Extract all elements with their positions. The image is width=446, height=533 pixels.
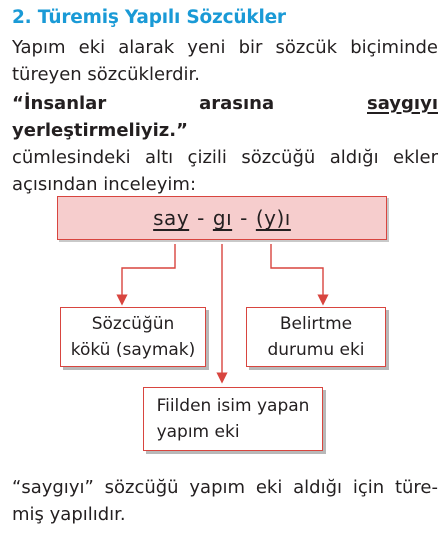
- derivational-box-line-2: yapım eki: [156, 422, 240, 442]
- quote-end: yerleştirmeliyiz.”: [12, 120, 188, 141]
- derivational-suffix-box: [143, 387, 323, 451]
- example-line-3: açısından inceleyim:: [12, 174, 197, 195]
- definition-line-2: türeyen sözcüklerdir.: [12, 64, 201, 85]
- root-box-line-1: Sözcüğün: [91, 314, 175, 334]
- definition-line-1: Yapım eki alarak yeni bir sözcük biçiminde: [12, 37, 438, 58]
- case-box-line-1: Belirtme: [279, 314, 353, 334]
- word-breakdown-box: [57, 196, 387, 240]
- case-suffix-box: [246, 307, 386, 367]
- section-heading: 2. Türemiş Yapılı Sözcükler: [12, 7, 286, 28]
- derivational-segment: gı: [212, 206, 233, 230]
- underlined-word: saygıyı: [367, 93, 438, 114]
- case-segment: (y)ı: [255, 206, 291, 230]
- quote-start: “İnsanlar arasına: [12, 93, 367, 114]
- conclusion-line-1: “saygıyı” sözcüğü yapım eki aldığı için türe-: [12, 477, 438, 498]
- separator: -: [197, 206, 205, 230]
- conclusion-paragraph: [12, 474, 438, 528]
- arrow-to-case: [271, 244, 323, 300]
- root-segment: say: [153, 206, 190, 230]
- root-box: [60, 307, 206, 367]
- derivational-box-line-1: Fiilden isim yapan: [156, 396, 310, 416]
- example-line-2: cümlesindeki altı çizili sözcüğü aldığı ekler: [12, 147, 438, 168]
- root-box-line-2: kökü (saymak): [70, 340, 196, 360]
- arrow-to-root: [122, 244, 175, 300]
- separator: -: [240, 206, 248, 230]
- conclusion-line-2: miş yapılıdır.: [12, 504, 126, 525]
- case-box-line-2: durumu eki: [267, 340, 365, 360]
